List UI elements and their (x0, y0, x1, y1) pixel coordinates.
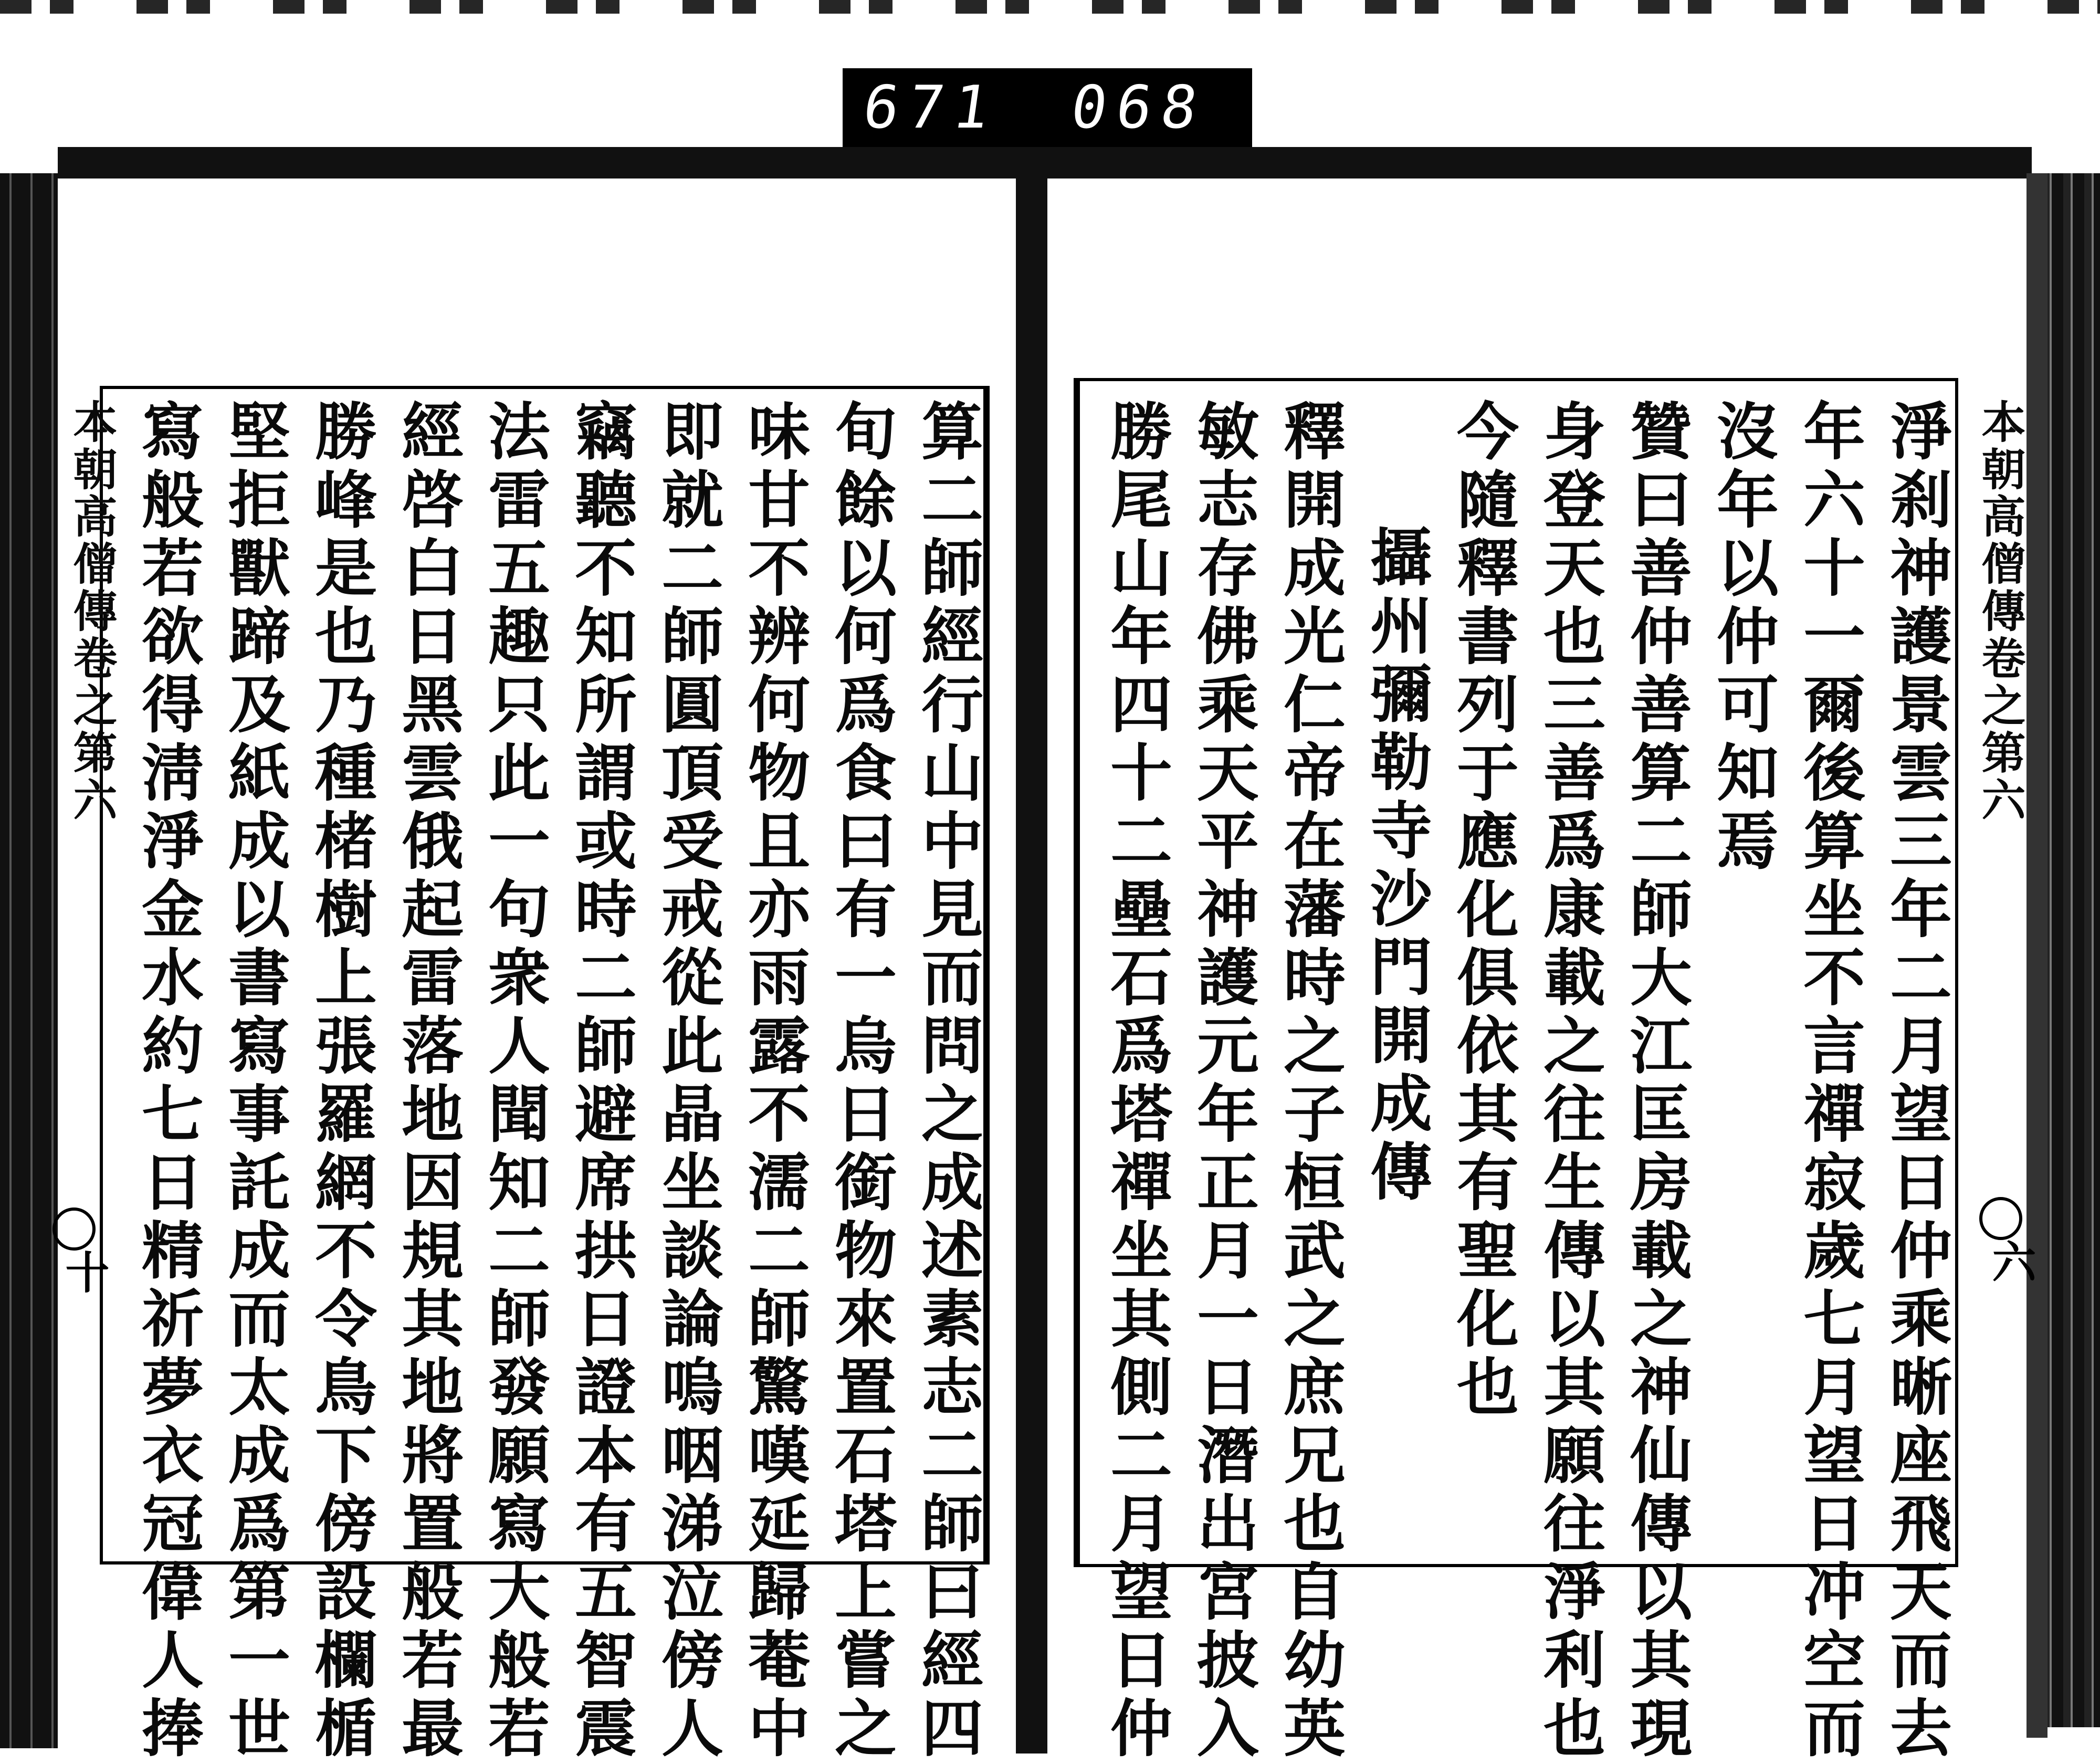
left-column-4: 即就二師圓頂受戒從此晶坐談論嗚咽涕泣傍人 (651, 399, 724, 1764)
right-column-10: 勝尾山年四十二壘石爲塔禪坐其側二月望日仲 (1100, 399, 1173, 1764)
left-column-5: 竊聽不知所謂或時二師避席拱日證本有五智震 (564, 399, 637, 1764)
book-spine (1016, 158, 1047, 1754)
scan-top-noise (0, 0, 2100, 14)
right-column-2: 年六十一爾後算坐不言禪寂歲七月望日冲空而 (1793, 399, 1866, 1764)
book-left-edge (0, 173, 60, 1748)
book-right-edge (2042, 173, 2100, 1727)
left-column-3: 味甘不辨何物且亦雨露不濡二師驚嘆延歸菴中 (738, 399, 811, 1764)
left-page-margin-header: 本朝高僧傳卷之第六 (66, 399, 118, 824)
left-column-7: 經啓白日黑雲俄起雷落地因規其地將置般若最 (391, 399, 464, 1764)
right-column-8: 釋開成光仁帝在藩時之子桓武之庶兄也自幼英 (1273, 399, 1346, 1764)
right-column-1: 淨刹神護景雲三年二月望日仲乘晰座飛天而去 (1880, 399, 1952, 1764)
right-column-4: 贊曰善仲善算二師大江匡房載之神仙傳以其現 (1620, 399, 1693, 1764)
left-column-6: 法雷五趣只此一句衆人聞知二師發願寫大般若 (478, 399, 551, 1764)
right-column-6: 今隨釋書列于應化俱依其有聖化也 (1446, 399, 1519, 1423)
frame-number: 068 (1067, 74, 1211, 142)
right-page-folio: 六 (1985, 1239, 2037, 1283)
right-column-9: 敏志存佛乘天平神護元年正月一日潛出宮披入 (1186, 399, 1259, 1764)
microfilm-reel-label (843, 68, 1252, 147)
left-column-8: 勝峰是也乃種楮樹上張羅網不令鳥下傍設欄楯 (304, 399, 377, 1764)
left-page-folio-mark (52, 1208, 96, 1251)
right-column-3: 沒年以仲可知焉 (1706, 399, 1779, 877)
left-column-2: 旬餘以何爲食曰有一烏日銜物來置石塔上嘗之 (824, 399, 897, 1764)
reel-number: 671 (858, 74, 1003, 142)
right-column-7-heading: 攝州彌勒寺沙門開成傳 (1360, 525, 1433, 1208)
left-column-9: 堅拒獸蹄及紙成以書寫事託成而太成爲第一世 (218, 399, 291, 1764)
left-column-1: 算二師經行山中見而問之成述素志二師曰經四 (911, 399, 984, 1764)
left-page-folio: 十 (58, 1250, 110, 1294)
right-page-margin-header: 本朝高僧傳卷之第六 (1975, 399, 2026, 824)
left-column-10: 寫般若欲得淸淨金水約七日精祈夢衣冠偉人捧 (131, 399, 204, 1764)
right-page-folio-mark (1979, 1197, 2022, 1240)
right-column-5: 身登天也三善爲康載之往生傳以其願往淨利也 (1533, 399, 1606, 1764)
